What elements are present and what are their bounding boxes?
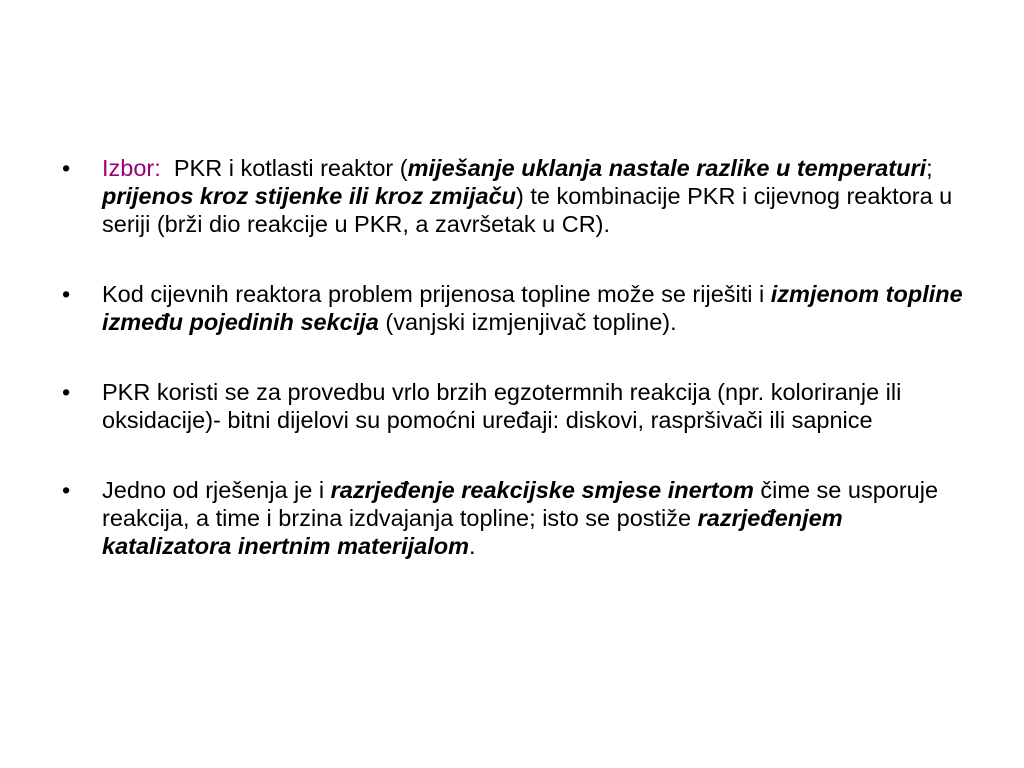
bullet-item-heat-exchange [62, 280, 972, 336]
text-segment: . [468, 533, 476, 559]
bullet-item-pkr-exothermic [62, 378, 972, 434]
text-segment: PKR koristi se za provedbu vrlo brzih egzotermnih reakcija (npr. koloriranje ili oksidacije)- bitni dijelovi su pomoćni uređaji: diskovi, raspršivači ili sapnice [102, 379, 902, 433]
text-segment: PKR i kotlasti reaktor ( [173, 155, 408, 181]
emphasis-segment: miješanje uklanja nastale razlike u temperaturi [407, 155, 927, 181]
text-segment: ; [926, 155, 933, 181]
bullet-icon: • [62, 477, 71, 503]
text-segment: Kod cijevnih reaktora problem prijenosa topline može se riješiti i [102, 281, 771, 307]
emphasis-segment: razrjeđenje reakcijske smjese inertom [330, 477, 754, 503]
emphasis-segment: izmjenom topline između pojedinih sekcija [102, 281, 963, 335]
text-segment: Jedno od rješenja je i [102, 477, 331, 503]
emphasis-segment: prijenos kroz stijenke ili kroz zmijaču [102, 183, 516, 209]
bullet-icon: • [62, 379, 71, 405]
emphasis-segment: razrjeđenjem katalizatora inertnim materijalom [102, 505, 843, 559]
bullet-icon: • [62, 281, 71, 307]
bullet-icon: • [62, 155, 71, 181]
text-segment: ) te kombinacije PKR i cijevnog reaktora u seriji (brži dio reakcije u PKR, a završetak u CR). [102, 183, 953, 237]
bullet-item-dilution [62, 476, 972, 560]
bullet-list [62, 154, 972, 560]
text-segment: (vanjski izmjenjivač topline). [378, 309, 677, 335]
bullet-item-izbor [62, 154, 972, 238]
izbor-label: Izbor: [102, 155, 161, 181]
text-segment: čime se usporuje reakcija, a time i brzina izdvajanja topline; isto se postiže [102, 477, 939, 531]
